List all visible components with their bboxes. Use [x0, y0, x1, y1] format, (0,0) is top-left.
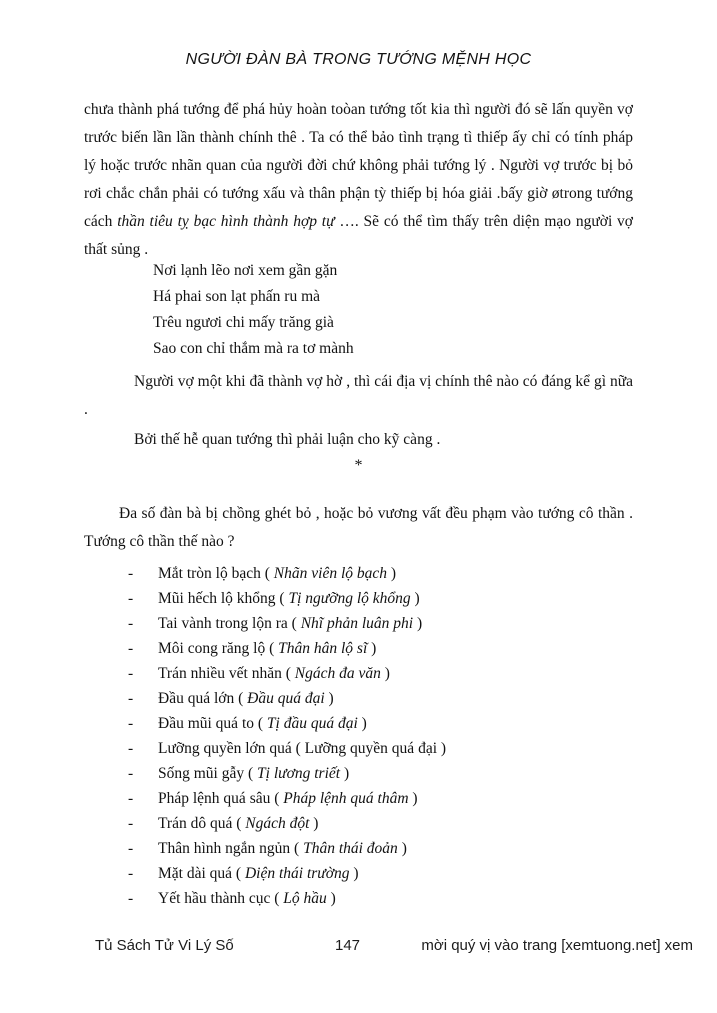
list-item: [84, 611, 633, 636]
han-viet-term: Diện thái trường: [244, 865, 350, 882]
list-item-text: Thân hình ngắn ngủn ( Thân thái đoản ): [158, 840, 407, 857]
dash-bullet: -: [128, 840, 134, 857]
footer-page-number: 147: [335, 937, 361, 954]
list-item: [84, 861, 633, 886]
han-viet-term: Pháp lệnh quá thâm: [283, 790, 409, 807]
list-item-text: Yết hầu thành cục ( Lộ hầu ): [158, 890, 336, 907]
list-item: [84, 586, 633, 611]
paragraph-3: Bởi thế hễ quan tướng thì phải luận cho kỹ càng .: [134, 431, 441, 448]
poem-line: Sao con chỉ thắm mà ra tơ mành: [153, 340, 354, 357]
list-item: [84, 836, 633, 861]
footer-series-name: Tủ Sách Tử Vi Lý Số: [95, 937, 234, 954]
dash-bullet: -: [128, 740, 134, 757]
dash-bullet: -: [128, 715, 134, 732]
dash-bullet: -: [128, 615, 134, 632]
han-viet-term: Đầu quá đại: [247, 690, 325, 707]
han-viet-term: Thân hân lộ sĩ: [278, 640, 368, 657]
list-item-text: Đầu quá lớn ( Đầu quá đại ): [158, 690, 334, 707]
page-body: [84, 0, 633, 911]
list-item-text: Đầu mũi quá to ( Tị đầu quá đại ): [158, 715, 367, 732]
list-item: [84, 786, 633, 811]
list-item-text: Pháp lệnh quá sâu ( Pháp lệnh quá thâm ): [158, 790, 418, 807]
list-item: [84, 636, 633, 661]
han-viet-term: Tị ngưỡng lộ khổng: [288, 590, 411, 607]
dash-bullet: -: [128, 590, 134, 607]
han-viet-term: Ngách đột: [245, 815, 310, 832]
han-viet-term: Tị lương triết: [257, 765, 341, 782]
list-item-text: Sống mũi gẫy ( Tị lương triết ): [158, 765, 350, 782]
list-item-text: Tai vành trong lộn ra ( Nhĩ phản luân phi ): [158, 615, 423, 632]
list-item-text: Trán dô quá ( Ngách đột ): [158, 815, 319, 832]
list-item-text: Trán nhiều vết nhăn ( Ngách đa văn ): [158, 665, 390, 682]
page-footer: [95, 937, 693, 959]
list-item-text: Môi cong răng lộ ( Thân hân lộ sĩ ): [158, 640, 377, 657]
han-viet-term: Ngách đa văn: [294, 665, 381, 682]
paragraph-1-text-end: …. Sẽ có thể tìm thấy trên diện mạo người vợ thất sủng .: [84, 213, 634, 258]
dash-bullet: -: [128, 815, 134, 832]
paragraph-1-italic-phrase: thần tiêu tỵ bạc hình thành hợp tự: [117, 213, 335, 230]
list-item: [84, 811, 633, 836]
list-item-text: Mặt dài quá ( Diện thái trường ): [158, 865, 359, 882]
dash-bullet: -: [128, 665, 134, 682]
list-item: [84, 886, 633, 911]
poem-line: Há phai son lạt phấn ru mà: [153, 288, 321, 305]
list-item: [84, 711, 633, 736]
dash-bullet: -: [128, 790, 134, 807]
han-viet-term: Thân thái đoản: [303, 840, 398, 857]
dash-bullet: -: [128, 890, 134, 907]
list-item-text: Lưỡng quyền lớn quá ( Lưỡng quyền quá đại ): [158, 740, 447, 757]
list-item-text: Mũi hếch lộ khổng ( Tị ngưỡng lộ khổng ): [158, 590, 420, 607]
list-item: [84, 661, 633, 686]
han-viet-term: Nhãn viên lộ bạch: [273, 565, 388, 582]
dash-bullet: -: [128, 640, 134, 657]
list-item: [84, 561, 633, 586]
han-viet-term: Tị đầu quá đại: [266, 715, 358, 732]
dash-bullet: -: [128, 690, 134, 707]
co-than-list: [84, 561, 633, 911]
footer-site-note: mời quý vị vào trang [xemtuong.net] xem: [421, 937, 693, 954]
paragraph-2: Người vợ một khi đã thành vợ hờ , thì cái địa vị chính thê nào có đáng kể gì nữa .: [84, 373, 633, 418]
list-item: [84, 686, 633, 711]
han-viet-term: Lộ hầu: [283, 890, 327, 907]
paragraph-4: Đa số đàn bà bị chồng ghét bỏ , hoặc bỏ vương vất đều phạm vào tướng cô thần . Tướng cô thần thế nào ?: [84, 505, 633, 550]
list-item: [84, 736, 633, 761]
page-title: NGƯỜI ĐÀN BÀ TRONG TƯỚNG MỆNH HỌC: [185, 51, 532, 68]
poem-line: Nơi lạnh lẽo nơi xem gần gặn: [153, 262, 338, 279]
han-viet-term: Nhĩ phản luân phi: [300, 615, 414, 632]
list-item-text: Mắt tròn lộ bạch ( Nhãn viên lộ bạch ): [158, 565, 397, 582]
poem-block: [84, 258, 633, 362]
dash-bullet: -: [128, 565, 134, 582]
paragraph-1-text: chưa thành phá tướng để phá hủy hoàn toòan tướng tốt kia thì người đó sẽ lấn quyền vợ trước biến lần lần thành chính thê . Ta có thể bảo tình trạng tì thiếp ấy chỉ có tính pháp lý hoặc trước nhãn quan của người đời chứ không phải tướng lý . Người vợ trước bị bỏ rơi chắc chắn phải có tướng xấu và thân phận tỳ thiếp bị hóa giải .bấy giờ øtrong tướng cách: [84, 101, 633, 230]
dash-bullet: -: [128, 765, 134, 782]
dash-bullet: -: [128, 865, 134, 882]
poem-line: Trêu ngươi chi mấy trăng già: [153, 314, 334, 331]
section-separator-asterisk: *: [354, 457, 363, 474]
paragraph-1: [84, 96, 633, 264]
list-item: [84, 761, 633, 786]
